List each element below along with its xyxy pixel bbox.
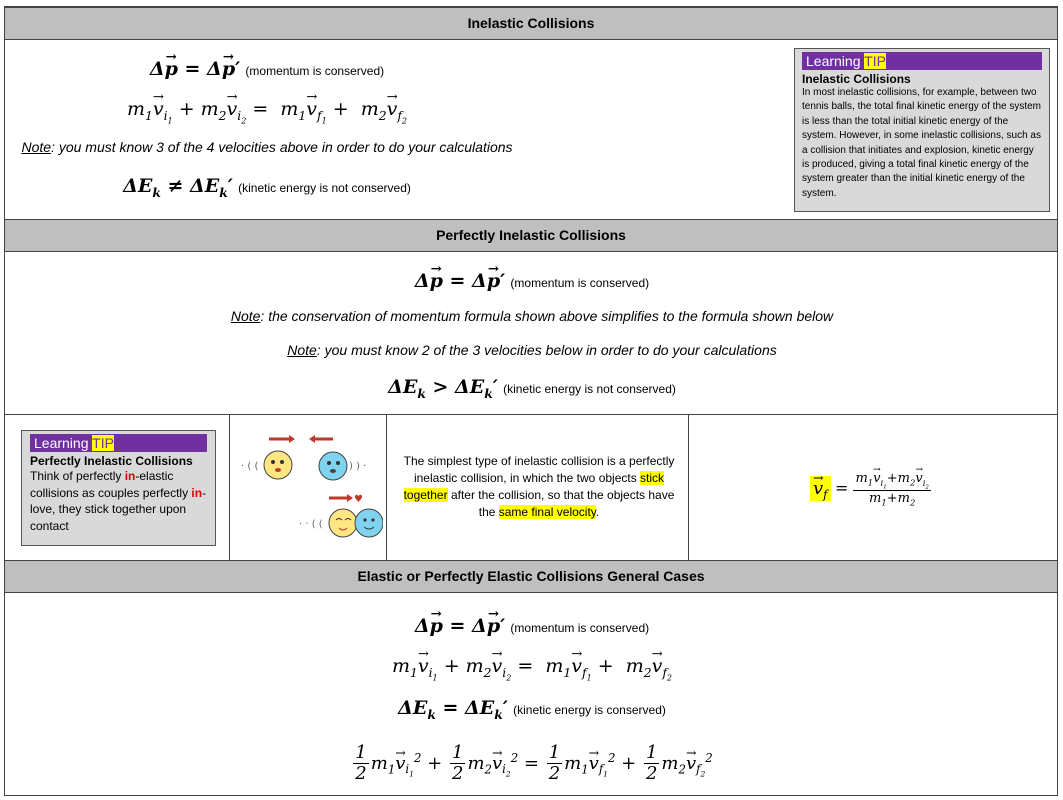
learning-tip-heading: Perfectly Inelastic Collisions [30, 454, 193, 468]
section-body-elastic [5, 593, 1057, 797]
simplify-note [5, 308, 1059, 324]
section-header-perfectly-inelastic [5, 219, 1057, 252]
cell-divider [229, 415, 230, 561]
svg-text:· ( (: · ( ( [241, 461, 259, 472]
learning-tip-body: In most inelastic collisions, for example, between two tennis balls, the total final kinetic energy of the system is less than the total initial kinetic energy of the system. However, in some inelastic collisions, such as a collision that initiates and explosion, kinetic energy is produced, giving a total final kinetic energy of the system greater than the initial kinetic energy of the system. [802, 87, 1042, 199]
arrow-right-icon [269, 435, 295, 443]
arrow-right-icon [329, 494, 353, 502]
learning-tip-body: Think of perfectly in-elastic collisions as couples perfectly in-love, they stick together upon contact [30, 469, 207, 533]
energy-inequality-equation: $\Delta E_k > \Delta E_k'$ (kinetic energy is not conserved) [388, 376, 676, 401]
energy-note: (kinetic energy is conserved) [513, 703, 666, 717]
learning-tip-title: Learning TIP [802, 52, 1042, 70]
learning-tip-box-inelastic [794, 48, 1050, 212]
section-title-perfectly-inelastic: Perfectly Inelastic Collisions [436, 227, 626, 243]
blue-ball-icon [355, 509, 383, 537]
learning-tip-heading: Inelastic Collisions [802, 72, 911, 86]
section-title-inelastic: Inelastic Collisions [467, 15, 595, 31]
momentum-equation: Δ→ p = Δ→ p′ (momentum is conserved) [5, 270, 1059, 293]
note-text: : the conservation of momentum formula shown above simplifies to the formula shown below [260, 308, 834, 324]
svg-text:· · ( (: · · ( ( [299, 519, 323, 530]
colliding-couple-illustration [233, 425, 383, 550]
arrow-left-icon [309, 435, 333, 443]
momentum-equation: Δ→ p = Δ→ p′ (momentum is conserved) [0, 58, 794, 81]
section-header-inelastic [5, 7, 1057, 40]
section-header-elastic [5, 560, 1057, 593]
kinetic-energy-equation: $\frac{1}{2}$ $m_1\to v_{i_1}^2$ + $\frac{1}{2}$ $m_2\to v_{i_2}^2$ = $\frac{1}{2}$ $m_1\to v_{f_1}^2$ + $\frac{1}{2}$ $m_2\to v_{f_2}^2$ [5, 743, 1059, 784]
momentum-note: (momentum is conserved) [510, 276, 650, 290]
energy-inequality-equation: $\Delta E_k \ne \Delta E_k'$ (kinetic energy is not conserved) [123, 175, 411, 200]
cell-divider [386, 415, 387, 561]
final-velocity-formula: → $v_f$ = $\frac{m_1\to v_{i_1}+m_2\to v_{i_2}}{m_1+m_2}$ [810, 471, 931, 508]
note-label: Note [21, 139, 52, 155]
perfectly-inelastic-description: The simplest type of inelastic collision is a perfectly inelastic collision, in which the two objects stick together after the collision, so that the objects have the same final velocity. [403, 454, 675, 519]
momentum-note: (momentum is conserved) [245, 64, 385, 78]
momentum-note: (momentum is conserved) [510, 621, 650, 635]
learning-tip-title: Learning TIP [30, 434, 207, 452]
note-label: Note [230, 308, 261, 324]
note-text: : you must know 2 of the 3 velocities below in order to do your calculations [316, 342, 777, 358]
section-body-perfectly-inelastic [5, 252, 1057, 414]
perfectly-inelastic-detail-row [5, 414, 1057, 560]
blue-ball-icon [319, 452, 347, 480]
velocity-note [0, 139, 794, 155]
momentum-expanded-equation: $m_1\to v_{i_1} + m_2\to v_{i_2} = m_1\to v_{f_1} + m_2\to v_{f_2}$ [0, 98, 794, 125]
yellow-ball-icon [264, 451, 292, 479]
momentum-equation: Δ→ p = Δ→ p′ (momentum is conserved) [5, 615, 1059, 638]
yellow-ball-icon [329, 509, 357, 537]
note-text: : you must know 3 of the 4 velocities above in order to do your calculations [51, 139, 513, 155]
energy-equation: $\Delta E_k = \Delta E_k'$ (kinetic energy is conserved) [398, 697, 666, 722]
svg-text:) ) ·: ) ) · [349, 461, 367, 472]
learning-tip-box-perfectly-inelastic [21, 430, 216, 546]
section-title-elastic: Elastic or Perfectly Elastic Collisions General Cases [357, 568, 705, 584]
energy-note: (kinetic energy is not conserved) [503, 382, 676, 396]
velocity-note [5, 342, 1059, 358]
notes-page [4, 6, 1058, 796]
cell-divider [688, 415, 689, 561]
note-label: Note [287, 342, 317, 358]
energy-note: (kinetic energy is not conserved) [238, 181, 411, 195]
section-body-inelastic [5, 40, 1057, 219]
momentum-expanded-equation: $m_1\to v_{i_1} + m_2\to v_{i_2} = m_1\to v_{f_1} + m_2\to v_{f_2}$ [5, 655, 1059, 682]
heart-icon: ♥ [354, 494, 363, 505]
